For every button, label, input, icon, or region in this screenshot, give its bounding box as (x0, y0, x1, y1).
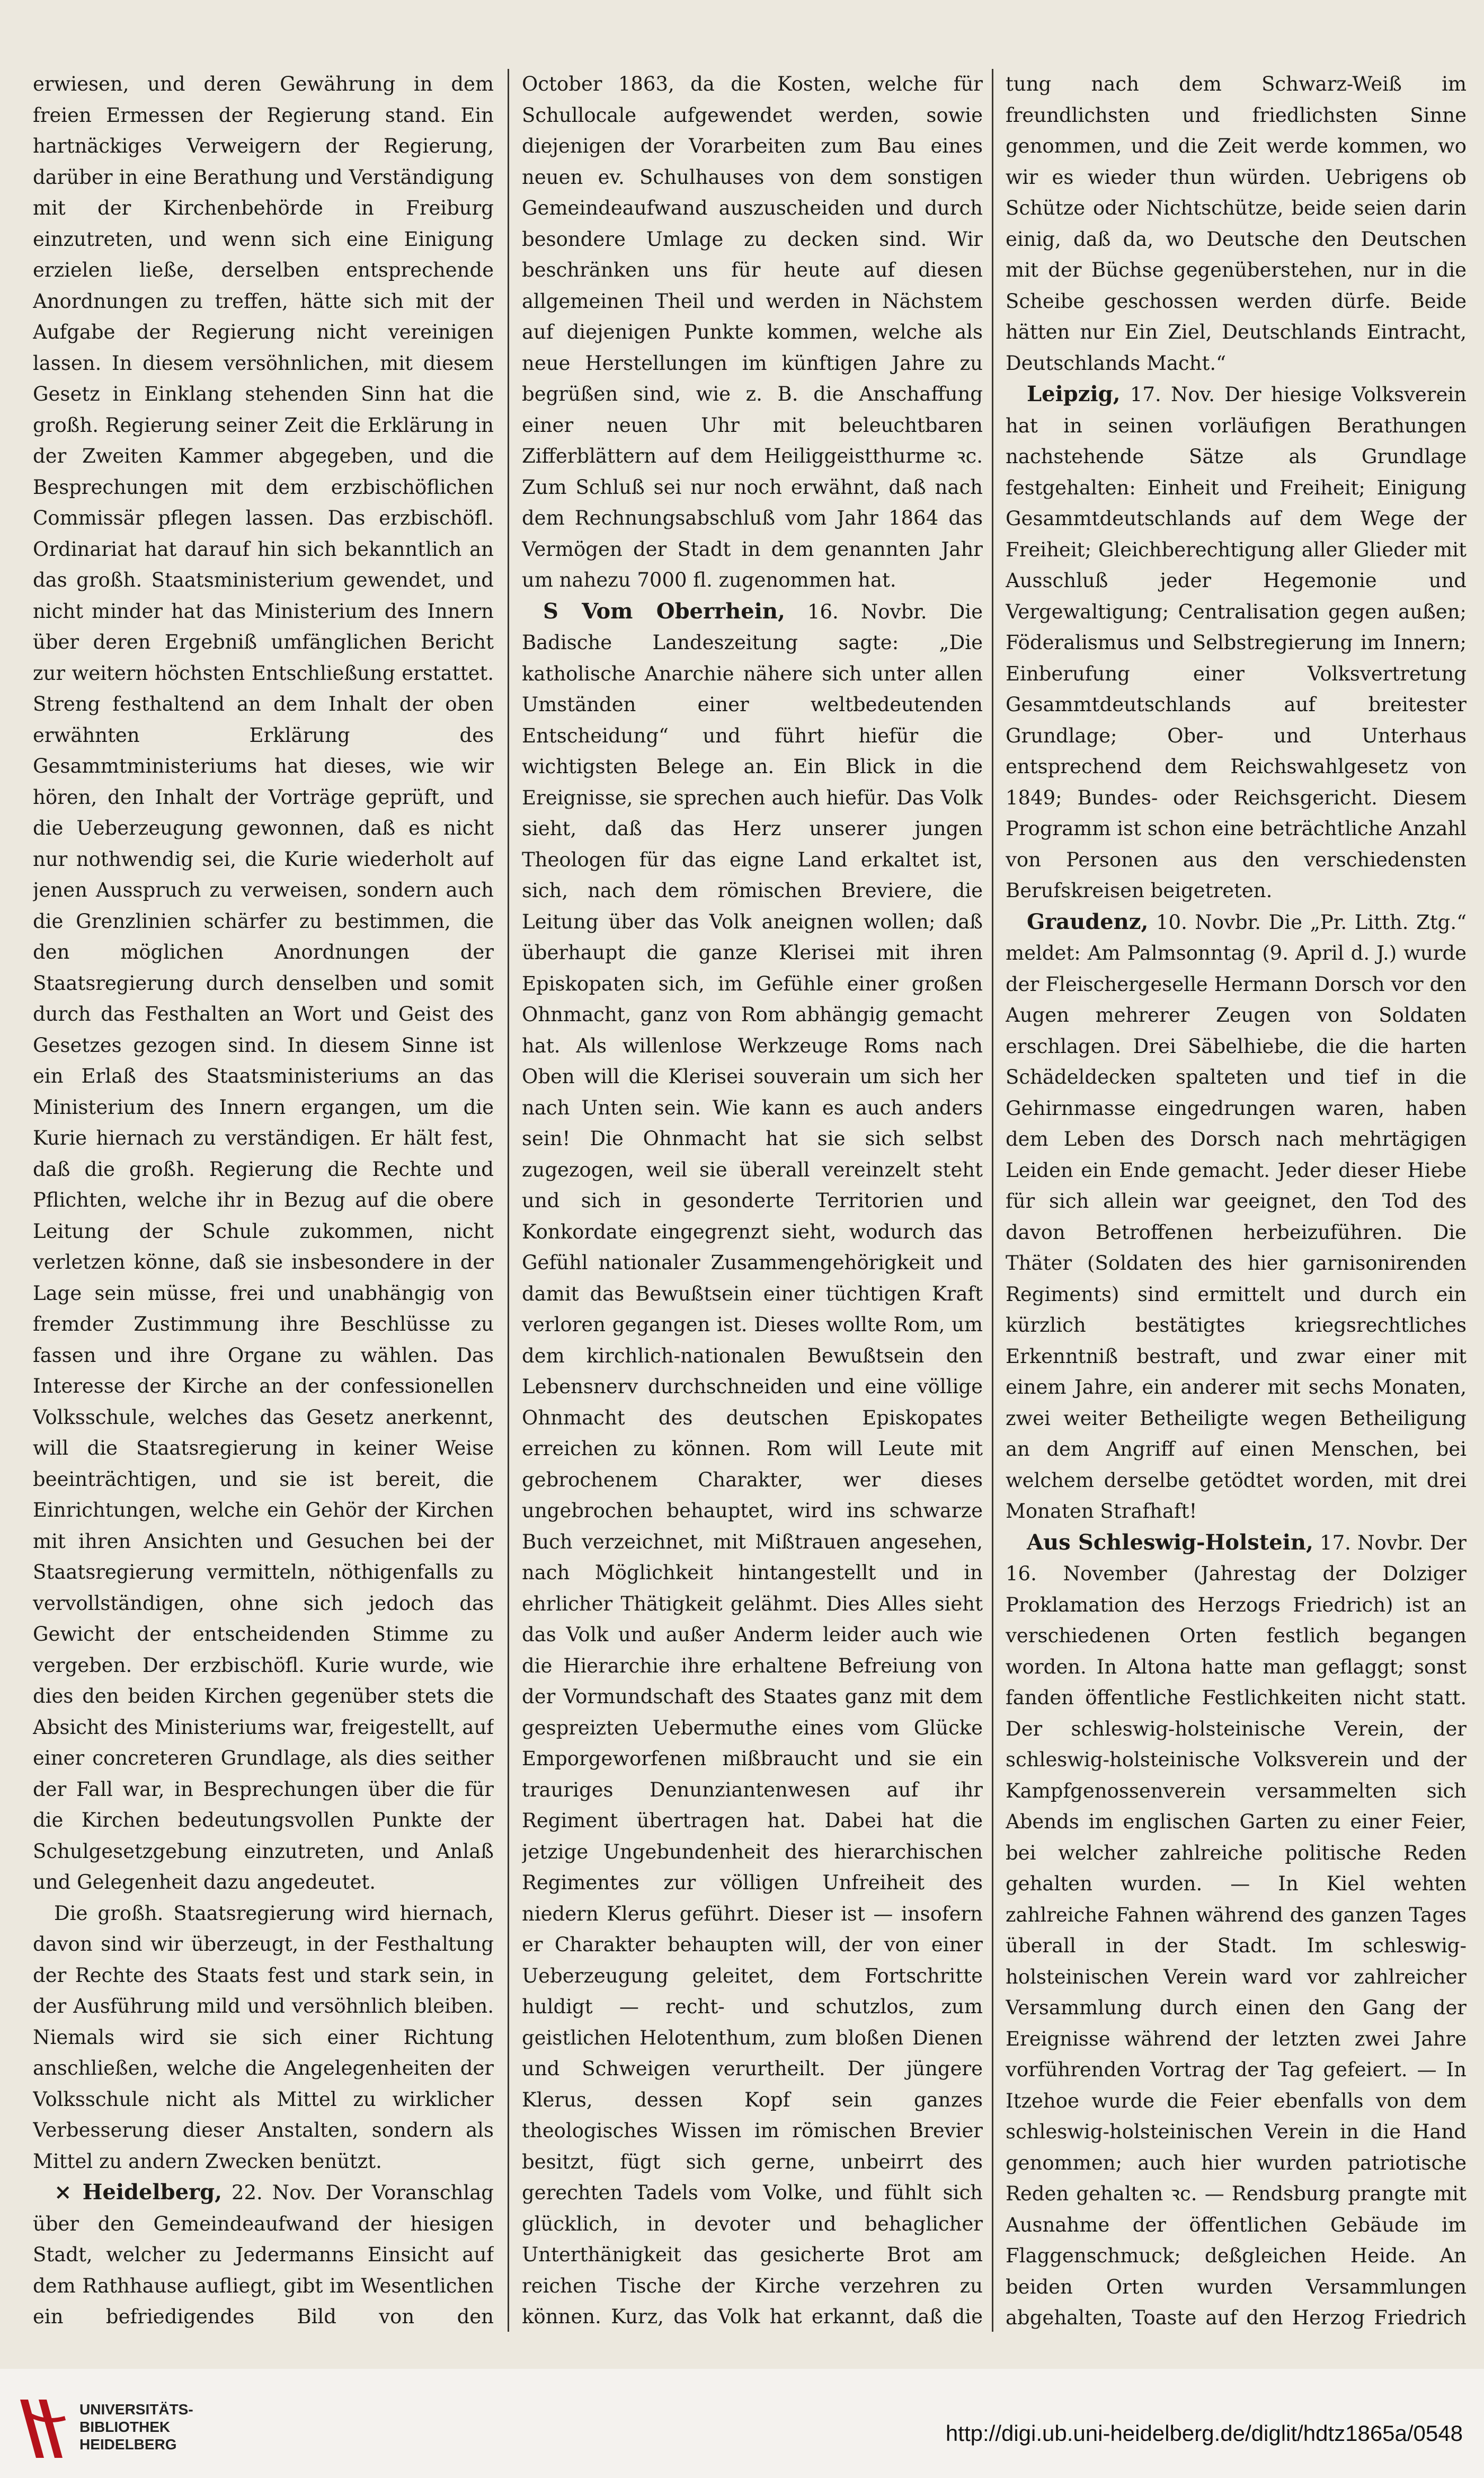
institution-line: HEIDELBERG (79, 2436, 177, 2453)
article-body: 16. Novbr. Die Badische Landeszeitung sagte: „Die katholische Anarchie nähere sich unter allen Umständen einer weltbedeutenden Entscheidung“ und führt hiefür die wichtigsten Belege an. Ein Blick in die Ereignisse, sie sprechen auch hiefür. Das Volk sieht, daß das Herz unserer jungen Theologen für das eigne Land erkaltet ist, sich, nach dem römischen Breviere, die Leitung über das Volk aneignen wollen; daß überhaupt die ganze Klerisei mit ihren Episkopaten sich, im Gefühle einer großen Ohnmacht, ganz von Rom abhängig gemacht hat. Als willenlose Werkzeuge Roms nach Oben will die Klerisei souverain um sich her nach Unten sein. Wie kann es auch anders sein! Die Ohnmacht hat sie sich selbst zugezogen, weil sie überall vereinzelt steht und sich in gesonderte Territorien und Konkordate eingegrenzt sieht, wodurch das Gefühl nationaler Zusammengehörigkeit und damit das Bewußtsein einer tüchtigen Kraft verloren gegangen ist. Dieses wollte Rom, um dem kirchlich-nationalen Bewußtsein den Lebensnerv durchschneiden und eine völlige Ohnmacht des deutschen Episkopates erreichen zu können. Rom will Leute mit gebrochenem Charakter, wer dieses ungebrochen behauptet, wird ins schwarze Buch verzeichnet, mit Mißtrauen angesehen, nach Möglichkeit hintangestellt und in ehrlicher Thätigkeit gelähmt. Dies Alles sieht das Volk und außer Anderm leider auch wie die Hierarchie ihre erhaltene Befreiung von der Vormundschaft des Staates ganz mit dem gespreizten Uebermuthe eines vom Glücke Emporgeworfenen mißbraucht und sie ein trauriges Denunziantenwesen auf ihr Regiment übertragen hat. Dabei hat die jetzige Ungebundenheit des hierarchischen Regimentes zur völligen Unfreiheit des niedern Klerus geführt. Dieser ist — insofern er Charakter behaupten will, der von einer Ueberzeugung geleitet, dem Fortschritte huldigt — recht- und schutzlos, zum geistlichen Helotenthum, zum bloßen Dienen und Schweigen verurtheilt. Der jüngere Klerus, dessen Kopf sein ganzes theologisches Wissen im römischen Brevier besitzt, fügt sich gerne, unbeirrt des gerechten Tadels vom Volke, und fühlt sich glücklich, in devoter und behaglicher Unterthänigkeit das gesicherte Brot am reichen Tische der Kirche verzehren zu können. Kurz, das Volk hat erkannt, daß die (522, 600, 983, 2328)
article-body: 17. Nov. Der hiesige Volksverein hat in seinen vorläufigen Berathungen nachstehende Sätze als Grundlage festgehalten: Einheit und Freiheit; Einigung Gesammtdeutschlands auf dem Wege der Freiheit; Gleichberechtigung aller Glieder mit Ausschluß jeder Hegemonie und Vergewaltigung; Centralisation gegen außen; Föderalismus und Selbstregierung im Innern; Einberufung einer Volksvertretung Gesammtdeutschlands auf breitester Grundlage; Ober- und Unterhaus entsprechend dem Reichswahlgesetz von 1849; Bundes- oder Reichsgericht. Diesem Programm ist schon eine beträchtliche Anzahl von Personen aus den verschiedensten Berufskreisen beigetreten. (1006, 383, 1467, 902)
article-paragraph (1006, 1527, 1467, 2338)
column-1 (33, 69, 494, 2337)
article-paragraph: tung nach dem Schwarz-Weiß im freundlichsten und friedlichsten Sinne genommen, und die Zeit werde kommen, wo wir es wieder thun würden. Uebrigens ob Schütze oder Nichtschütze, beide seien darin einig, daß da, wo Deutsche den Deutschen mit der Büchse gegenüberstehen, nur in die Scheibe geschossen werden dürfe. Beide hätten nur Ein Ziel, Deutschlands Eintracht, Deutschlands Macht.“ (1006, 73, 1467, 375)
column-2 (522, 69, 983, 2337)
article-dateline: × Heidelberg, (54, 2180, 223, 2205)
article-dateline: Graudenz, (1027, 909, 1149, 934)
article-paragraph: October 1863, da die Kosten, welche für Schullocale aufgewendet werden, sowie diejenigen der Vorarbeiten zum Bau eines neuen ev. Schulhauses von dem sonstigen Gemeindeaufwand auszuscheiden und durch besondere Umlage zu decken sind. Wir beschränken uns für heute auf diesen allgemeinen Theil und werden in Nächstem auf diejenigen Punkte kommen, welche als neue Herstellungen im künftigen Jahre zu begrüßen sind, wie z. B. die Anschaffung einer neuen Uhr mit beleuchtbaren Zifferblättern auf dem Heiliggeistthurme ꝛc. Zum Schluß sei nur noch erwähnt, daß nach dem Rechnungsabschluß vom Jahr 1864 das Vermögen der Stadt in dem genannten Jahr um nahezu 7000 fl. zugenommen hat. (522, 73, 983, 591)
institution-name (79, 2401, 193, 2453)
article-paragraph (522, 596, 983, 2338)
article-body: 10. Novbr. Die „Pr. Litth. Ztg.“ meldet: Am Palmsonntag (9. April d. J.) wurde der Fleischergeselle Hermann Dorsch vor den Augen mehrerer Zeugen von Soldaten erschlagen. Drei Säbelhiebe, die die harten Schädeldecken spalteten und tief in die Gehirnmasse eingedrungen waren, haben dem Leben des Dorsch nach mehrtägigen Leiden ein Ende gemacht. Jeder dieser Hiebe für sich allein war geeignet, den Tod des davon Betroffenen herbeizuführen. Die Thäter (Soldaten des hier garnisonirenden Regiments) sind ermittelt und durch ein kürzlich bestätigtes kriegsrechtliches Erkenntniß bestraft, und zwar einer mit einem Jahre, ein anderer mit sechs Monaten, zwei weiter Betheiligte wegen Betheiligung an dem Angriff auf einen Menschen, bei welchem derselbe getödtet worden, mit drei Monaten Strafhaft! (1006, 910, 1467, 1523)
column-divider (992, 69, 993, 2332)
article-paragraph (33, 2177, 494, 2337)
university-library-logo-icon (15, 2394, 70, 2463)
article-paragraph: erwiesen, und deren Gewährung in dem freien Ermessen der Regierung stand. Ein hartnäckiges Verweigern der Regierung, darüber in eine Berathung und Verständigung mit der Kirchenbehörde in Freiburg einzutreten, und wenn sich eine Einigung erzielen ließe, derselben entsprechende Anordnungen zu treffen, hätte sich mit der Aufgabe der Regierung nicht vereinigen lassen. In diesem versöhnlichen, mit diesem Gesetz in Einklang stehenden Sinn hat die großh. Regierung seiner Zeit die Erklärung in der Zweiten Kammer abgegeben, und die Besprechungen mit dem erzbischöflichen Commissär pflegen lassen. Das erzbischöfl. Ordinariat hat darauf hin sich bekanntlich an das großh. Staatsministerium gewendet, und nicht minder hat das Ministerium des Innern über deren Ergebniß umfänglichen Bericht zur weitern höchsten Entschließung erstattet. Streng festhaltend an dem Inhalt der oben erwähnten Erklärung des Gesammtministeriums hat dieses, wie wir hören, den Inhalt der Vorträge geprüft, und die Ueberzeugung gewonnen, daß es nicht nur nothwendig sei, die Kurie wiederholt auf jenen Ausspruch zu verweisen, sondern auch die Grenzlinien schärfer zu bestimmen, die den möglichen Anordnungen der Staatsregierung durch denselben und somit durch das Festhalten an Wort und Geist des Gesetzes gezogen sind. In diesem Sinne ist ein Erlaß des Staatsministeriums an das Ministerium des Innern ergangen, um die Kurie hiernach zu verständigen. Er hält fest, daß die großh. Regierung die Rechte und Pflichten, welche ihr in Bezug auf die obere Leitung der Schule zukommen, nicht verletzen könne, daß sie insbesondere in der Lage sein müsse, frei und unabhängig von fremder Zustimmung ihre Beschlüsse zu fassen und ihre Organe zu wählen. Das Interesse der Kirche an der confessionellen Volksschule, welches das Gesetz anerkennt, will die Staatsregierung in keiner Weise beeinträchtigen, und sie ist bereit, die Einrichtungen, welche ein Gehör der Kirchen mit ihren Ansichten und Gesuchen bei der Staatsregierung vermitteln, nöthigenfalls zu vervollständigen, ohne sich jedoch das Gewicht der entscheidenden Stimme zu vergeben. Der erzbischöfl. Kurie wurde, wie dies den beiden Kirchen gegenüber stets die Absicht des Ministeriums war, freigestellt, auf einer concreteren Grundlage, als dies seither der Fall war, in Besprechungen über die für die Kirchen bedeutungsvollen Punkte der Schulgesetzgebung einzutreten, und Anlaß und Gelegenheit dazu angedeutet. (33, 73, 494, 1893)
article-body: 17. Novbr. Der 16. November (Jahrestag der Dolziger Proklamation des Herzogs Friedrich) ist an verschiedenen Orten festlich begangen worden. In Altona hatte man geflaggt; sonst fanden öffentliche Festlichkeiten nicht statt. Der schleswig-holsteinische Verein, der schleswig-holsteinische Volksverein und der Kampfgenossenverein versammelten sich Abends im englischen Garten zu einer Feier, bei welcher zahlreiche politische Reden gehalten wurden. — In Kiel wehten zahlreiche Fahnen während des ganzen Tages überall in der Stadt. Im schleswig-holsteinischen Verein ward vor zahlreicher Versammlung durch einen den Gang der Ereignisse während der letzten zwei Jahre vorführenden Vortrag der Tag gefeiert. — In Itzehoe wurde die Feier ebenfalls von dem schleswig-holsteinischen Verein in die Hand genommen; auch hier wurden patriotische Reden gehalten ꝛc. — Rendsburg prangte mit Ausnahme der öffentlichen Gebäude im Flaggenschmuck; deßgleichen Heide. An beiden Orten wurden Versammlungen abgehalten, Toaste auf den Herzog Friedrich (1006, 1531, 1467, 2329)
article-dateline: S Vom Oberrhein, (543, 598, 785, 624)
article-paragraph (1006, 379, 1467, 907)
institution-line: BIBLIOTHEK (79, 2419, 171, 2435)
footer-bar (0, 2369, 1484, 2478)
column-3 (1006, 69, 1467, 2337)
institution-line: UNIVERSITÄTS- (79, 2401, 193, 2418)
article-dateline: Aus Schleswig-Holstein, (1027, 1529, 1313, 1555)
article-body: 22. Nov. Der Voranschlag über den Gemeindeaufwand der hiesigen Stadt, welcher zu Jedermanns Einsicht auf dem Rathhause aufliegt, gibt im Wesentlichen ein befriedigendes Bild von den (33, 2181, 494, 2328)
article-dateline: Leipzig, (1027, 382, 1121, 406)
column-divider (508, 69, 509, 2332)
page-url-link[interactable]: http://digi.ub.uni-heidelberg.de/diglit/hdtz1865a/0548 (945, 2421, 1463, 2446)
article-paragraph (1006, 907, 1467, 1527)
article-paragraph: Die großh. Staatsregierung wird hiernach, davon sind wir überzeugt, in der Festhaltung der Rechte des Staats fest und stark sein, in der Ausführung mild und versöhnlich bleiben. Niemals wird sie sich einer Richtung anschließen, welche die Angelegenheiten der Volksschule nicht als Mittel zu wirklicher Verbesserung dieser Anstalten, sondern als Mittel zu andern Zwecken benützt. (33, 1901, 494, 2173)
